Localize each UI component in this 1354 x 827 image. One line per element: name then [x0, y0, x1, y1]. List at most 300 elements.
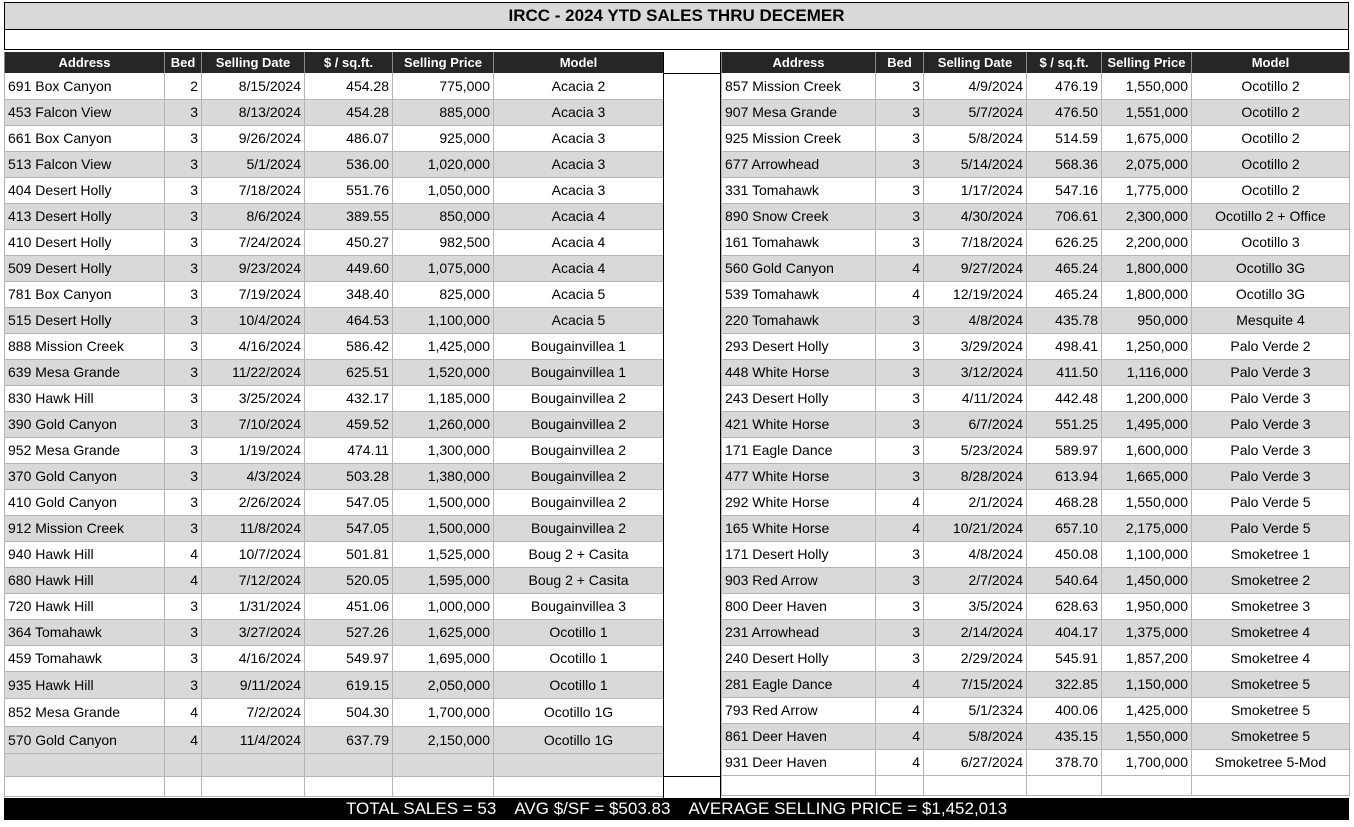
- empty-cell: [305, 777, 393, 797]
- price-per-sqft-cell: 454.28: [305, 73, 393, 99]
- model-cell: Ocotillo 1: [494, 619, 664, 645]
- model-cell: Smoketree 5-Mod: [1192, 749, 1350, 775]
- table-row: [5, 125, 664, 151]
- selling-date-cell: 9/23/2024: [202, 255, 305, 281]
- address-cell: 370 Gold Canyon: [5, 463, 165, 489]
- table-row: [722, 229, 1350, 255]
- address-cell: 410 Gold Canyon: [5, 489, 165, 515]
- selling-price-cell: 1,250,000: [1102, 333, 1192, 359]
- selling-date-cell: 2/29/2024: [924, 645, 1027, 671]
- selling-price-cell: 1,495,000: [1102, 411, 1192, 437]
- address-cell: 661 Box Canyon: [5, 125, 165, 151]
- empty-row: [5, 777, 664, 797]
- price-per-sqft-cell: 613.94: [1027, 463, 1102, 489]
- selling-price-cell: 1,425,000: [1102, 697, 1192, 723]
- empty-cell: [393, 777, 494, 797]
- price-per-sqft-cell: 551.25: [1027, 411, 1102, 437]
- selling-date-cell: 9/11/2024: [202, 671, 305, 699]
- price-per-sqft-cell: 451.06: [305, 593, 393, 619]
- empty-cell: [305, 754, 393, 777]
- address-cell: 931 Deer Haven: [722, 749, 876, 775]
- model-cell: Ocotillo 2 + Office: [1192, 203, 1350, 229]
- header-price-per-sqft: $ / sq.ft.: [305, 52, 393, 73]
- address-cell: 903 Red Arrow: [722, 567, 876, 593]
- selling-price-cell: 1,675,000: [1102, 125, 1192, 151]
- selling-price-cell: 1,500,000: [393, 515, 494, 541]
- empty-cell: [1102, 775, 1192, 795]
- selling-date-cell: 4/9/2024: [924, 73, 1027, 99]
- model-cell: Acacia 2: [494, 73, 664, 99]
- bed-cell: 3: [876, 619, 924, 645]
- selling-date-cell: 4/16/2024: [202, 333, 305, 359]
- address-cell: 940 Hawk Hill: [5, 541, 165, 567]
- bed-cell: 4: [165, 567, 202, 593]
- price-per-sqft-cell: 449.60: [305, 255, 393, 281]
- model-cell: Acacia 3: [494, 125, 664, 151]
- selling-price-cell: 885,000: [393, 99, 494, 125]
- selling-date-cell: 4/11/2024: [924, 385, 1027, 411]
- selling-price-cell: 1,625,000: [393, 619, 494, 645]
- address-cell: 793 Red Arrow: [722, 697, 876, 723]
- table-row: [5, 489, 664, 515]
- selling-date-cell: 9/27/2024: [924, 255, 1027, 281]
- model-cell: Smoketree 4: [1192, 619, 1350, 645]
- bed-cell: 3: [876, 333, 924, 359]
- bed-cell: 3: [876, 411, 924, 437]
- selling-price-cell: 1,075,000: [393, 255, 494, 281]
- table-row: [722, 437, 1350, 463]
- selling-date-cell: 2/14/2024: [924, 619, 1027, 645]
- selling-date-cell: 7/24/2024: [202, 229, 305, 255]
- selling-date-cell: 11/4/2024: [202, 726, 305, 754]
- price-per-sqft-cell: 435.78: [1027, 307, 1102, 333]
- model-cell: Smoketree 5: [1192, 723, 1350, 749]
- bed-cell: 3: [876, 385, 924, 411]
- table-row: [722, 645, 1350, 671]
- bed-cell: 3: [165, 151, 202, 177]
- address-cell: 161 Tomahawk: [722, 229, 876, 255]
- address-cell: 421 White Horse: [722, 411, 876, 437]
- price-per-sqft-cell: 454.28: [305, 99, 393, 125]
- model-cell: Acacia 4: [494, 203, 664, 229]
- price-per-sqft-cell: 625.51: [305, 359, 393, 385]
- header-model: Model: [1192, 52, 1350, 73]
- address-cell: 413 Desert Holly: [5, 203, 165, 229]
- selling-date-cell: 5/7/2024: [924, 99, 1027, 125]
- table-row: [722, 593, 1350, 619]
- selling-price-cell: 2,175,000: [1102, 515, 1192, 541]
- price-per-sqft-cell: 435.15: [1027, 723, 1102, 749]
- selling-date-cell: 4/30/2024: [924, 203, 1027, 229]
- price-per-sqft-cell: 464.53: [305, 307, 393, 333]
- table-row: [5, 281, 664, 307]
- table-row: [5, 73, 664, 99]
- empty-cell: [494, 777, 664, 797]
- selling-date-cell: 2/26/2024: [202, 489, 305, 515]
- table-row: [5, 177, 664, 203]
- table-row: [722, 99, 1350, 125]
- header-selling-price: Selling Price: [393, 52, 494, 73]
- bed-cell: 3: [876, 229, 924, 255]
- model-cell: Palo Verde 3: [1192, 359, 1350, 385]
- middle-divider-top: [663, 73, 721, 74]
- table-row: [5, 726, 664, 754]
- selling-date-cell: 10/21/2024: [924, 515, 1027, 541]
- selling-price-cell: 1,100,000: [393, 307, 494, 333]
- model-cell: Ocotillo 3G: [1192, 281, 1350, 307]
- address-cell: 513 Falcon View: [5, 151, 165, 177]
- model-cell: Bougainvillea 2: [494, 411, 664, 437]
- address-cell: 240 Desert Holly: [722, 645, 876, 671]
- average-selling-price: AVERAGE SELLING PRICE = $1,452,013: [688, 799, 1008, 818]
- model-cell: Boug 2 + Casita: [494, 567, 664, 593]
- address-cell: 800 Deer Haven: [722, 593, 876, 619]
- selling-date-cell: 7/18/2024: [202, 177, 305, 203]
- price-per-sqft-cell: 540.64: [1027, 567, 1102, 593]
- selling-date-cell: 5/1/2324: [924, 697, 1027, 723]
- model-cell: Bougainvillea 1: [494, 359, 664, 385]
- selling-date-cell: 4/8/2024: [924, 541, 1027, 567]
- address-cell: 830 Hawk Hill: [5, 385, 165, 411]
- model-cell: Acacia 3: [494, 151, 664, 177]
- bed-cell: 3: [165, 411, 202, 437]
- address-cell: 404 Desert Holly: [5, 177, 165, 203]
- price-per-sqft-cell: 549.97: [305, 645, 393, 671]
- selling-price-cell: 1,800,000: [1102, 255, 1192, 281]
- price-per-sqft-cell: 476.19: [1027, 73, 1102, 99]
- selling-date-cell: 5/14/2024: [924, 151, 1027, 177]
- price-per-sqft-cell: 411.50: [1027, 359, 1102, 385]
- model-cell: Bougainvillea 3: [494, 593, 664, 619]
- selling-date-cell: 8/6/2024: [202, 203, 305, 229]
- address-cell: 231 Arrowhead: [722, 619, 876, 645]
- table-row: [5, 567, 664, 593]
- model-cell: Bougainvillea 2: [494, 437, 664, 463]
- price-per-sqft-cell: 527.26: [305, 619, 393, 645]
- price-per-sqft-cell: 476.50: [1027, 99, 1102, 125]
- selling-price-cell: 1,450,000: [1102, 567, 1192, 593]
- model-cell: Acacia 5: [494, 281, 664, 307]
- model-cell: Acacia 3: [494, 177, 664, 203]
- table-row: [5, 229, 664, 255]
- empty-row: [5, 754, 664, 777]
- bed-cell: 3: [876, 541, 924, 567]
- price-per-sqft-cell: 503.28: [305, 463, 393, 489]
- model-cell: Ocotillo 2: [1192, 125, 1350, 151]
- selling-price-cell: 1,700,000: [393, 699, 494, 727]
- price-per-sqft-cell: 628.63: [1027, 593, 1102, 619]
- model-cell: Ocotillo 2: [1192, 73, 1350, 99]
- selling-date-cell: 1/31/2024: [202, 593, 305, 619]
- table-row: [5, 411, 664, 437]
- selling-price-cell: 2,200,000: [1102, 229, 1192, 255]
- average-price-per-sqft: AVG $/SF = $503.83: [514, 799, 671, 818]
- table-row: [722, 281, 1350, 307]
- price-per-sqft-cell: 400.06: [1027, 697, 1102, 723]
- header-address: Address: [5, 52, 165, 73]
- price-per-sqft-cell: 520.05: [305, 567, 393, 593]
- selling-price-cell: 1,775,000: [1102, 177, 1192, 203]
- selling-price-cell: 1,700,000: [1102, 749, 1192, 775]
- price-per-sqft-cell: 589.97: [1027, 437, 1102, 463]
- table-row: [5, 333, 664, 359]
- selling-price-cell: 1,695,000: [393, 645, 494, 671]
- price-per-sqft-cell: 547.16: [1027, 177, 1102, 203]
- selling-date-cell: 3/5/2024: [924, 593, 1027, 619]
- model-cell: Ocotillo 1: [494, 671, 664, 699]
- bed-cell: 3: [876, 99, 924, 125]
- address-cell: 852 Mesa Grande: [5, 699, 165, 727]
- selling-date-cell: 3/12/2024: [924, 359, 1027, 385]
- selling-date-cell: 7/18/2024: [924, 229, 1027, 255]
- price-per-sqft-cell: 432.17: [305, 385, 393, 411]
- price-per-sqft-cell: 404.17: [1027, 619, 1102, 645]
- selling-price-cell: 1,380,000: [393, 463, 494, 489]
- bed-cell: 3: [165, 437, 202, 463]
- bed-cell: 3: [876, 307, 924, 333]
- empty-cell: [924, 775, 1027, 795]
- selling-price-cell: 825,000: [393, 281, 494, 307]
- address-cell: 293 Desert Holly: [722, 333, 876, 359]
- model-cell: Ocotillo 2: [1192, 151, 1350, 177]
- selling-date-cell: 9/26/2024: [202, 125, 305, 151]
- table-row: [5, 463, 664, 489]
- bed-cell: 3: [876, 463, 924, 489]
- bed-cell: 3: [165, 671, 202, 699]
- header-selling-price: Selling Price: [1102, 52, 1192, 73]
- model-cell: Acacia 5: [494, 307, 664, 333]
- bed-cell: 4: [876, 749, 924, 775]
- selling-date-cell: 1/19/2024: [202, 437, 305, 463]
- address-cell: 448 White Horse: [722, 359, 876, 385]
- price-per-sqft-cell: 547.05: [305, 489, 393, 515]
- address-cell: 952 Mesa Grande: [5, 437, 165, 463]
- selling-price-cell: 1,665,000: [1102, 463, 1192, 489]
- bed-cell: 3: [876, 203, 924, 229]
- left-sales-table: [4, 52, 664, 797]
- bed-cell: 3: [876, 73, 924, 99]
- header-model: Model: [494, 52, 664, 73]
- price-per-sqft-cell: 465.24: [1027, 255, 1102, 281]
- right-sales-table: [721, 52, 1350, 796]
- bed-cell: 4: [165, 541, 202, 567]
- address-cell: 477 White Horse: [722, 463, 876, 489]
- selling-price-cell: 1,116,000: [1102, 359, 1192, 385]
- address-cell: 243 Desert Holly: [722, 385, 876, 411]
- model-cell: Acacia 4: [494, 255, 664, 281]
- bed-cell: 4: [165, 726, 202, 754]
- address-cell: 857 Mission Creek: [722, 73, 876, 99]
- selling-date-cell: 1/17/2024: [924, 177, 1027, 203]
- selling-price-cell: 2,150,000: [393, 726, 494, 754]
- price-per-sqft-cell: 547.05: [305, 515, 393, 541]
- bed-cell: 3: [165, 515, 202, 541]
- selling-price-cell: 1,950,000: [1102, 593, 1192, 619]
- selling-date-cell: 3/29/2024: [924, 333, 1027, 359]
- bed-cell: 3: [876, 567, 924, 593]
- table-row: [722, 255, 1350, 281]
- table-row: [5, 307, 664, 333]
- blank-row: [4, 30, 1349, 50]
- selling-price-cell: 1,600,000: [1102, 437, 1192, 463]
- address-cell: 171 Desert Holly: [722, 541, 876, 567]
- price-per-sqft-cell: 545.91: [1027, 645, 1102, 671]
- selling-date-cell: 8/15/2024: [202, 73, 305, 99]
- table-row: [722, 723, 1350, 749]
- address-cell: 935 Hawk Hill: [5, 671, 165, 699]
- selling-price-cell: 1,000,000: [393, 593, 494, 619]
- table-row: [722, 697, 1350, 723]
- model-cell: Mesquite 4: [1192, 307, 1350, 333]
- selling-price-cell: 1,200,000: [1102, 385, 1192, 411]
- table-row: [722, 125, 1350, 151]
- bed-cell: 4: [876, 281, 924, 307]
- price-per-sqft-cell: 637.79: [305, 726, 393, 754]
- price-per-sqft-cell: 450.08: [1027, 541, 1102, 567]
- header-address: Address: [722, 52, 876, 73]
- selling-price-cell: 1,550,000: [1102, 73, 1192, 99]
- selling-date-cell: 5/8/2024: [924, 723, 1027, 749]
- selling-date-cell: 6/7/2024: [924, 411, 1027, 437]
- empty-cell: [722, 775, 876, 795]
- address-cell: 453 Falcon View: [5, 99, 165, 125]
- model-cell: Ocotillo 1: [494, 645, 664, 671]
- header-bed: Bed: [876, 52, 924, 73]
- bed-cell: 4: [876, 489, 924, 515]
- selling-price-cell: 1,550,000: [1102, 723, 1192, 749]
- bed-cell: 3: [165, 229, 202, 255]
- selling-date-cell: 11/8/2024: [202, 515, 305, 541]
- price-per-sqft-cell: 474.11: [305, 437, 393, 463]
- table-row: [5, 255, 664, 281]
- model-cell: Smoketree 2: [1192, 567, 1350, 593]
- empty-row: [722, 775, 1350, 795]
- selling-price-cell: 1,595,000: [393, 567, 494, 593]
- price-per-sqft-cell: 389.55: [305, 203, 393, 229]
- table-row: [5, 99, 664, 125]
- model-cell: Smoketree 1: [1192, 541, 1350, 567]
- bed-cell: 3: [165, 593, 202, 619]
- model-cell: Bougainvillea 2: [494, 385, 664, 411]
- selling-date-cell: 7/10/2024: [202, 411, 305, 437]
- bed-cell: 3: [876, 177, 924, 203]
- bed-cell: 3: [876, 359, 924, 385]
- price-per-sqft-cell: 514.59: [1027, 125, 1102, 151]
- selling-date-cell: 7/12/2024: [202, 567, 305, 593]
- price-per-sqft-cell: 348.40: [305, 281, 393, 307]
- bed-cell: 3: [165, 333, 202, 359]
- left-header-row: [5, 52, 664, 73]
- price-per-sqft-cell: 504.30: [305, 699, 393, 727]
- sheet-title: IRCC - 2024 YTD SALES THRU DECEMER: [4, 2, 1349, 30]
- price-per-sqft-cell: 465.24: [1027, 281, 1102, 307]
- address-cell: 220 Tomahawk: [722, 307, 876, 333]
- selling-price-cell: 1,020,000: [393, 151, 494, 177]
- header-price-per-sqft: $ / sq.ft.: [1027, 52, 1102, 73]
- address-cell: 560 Gold Canyon: [722, 255, 876, 281]
- selling-price-cell: 850,000: [393, 203, 494, 229]
- table-row: [5, 203, 664, 229]
- selling-price-cell: 1,525,000: [393, 541, 494, 567]
- selling-price-cell: 1,500,000: [393, 489, 494, 515]
- selling-price-cell: 1,100,000: [1102, 541, 1192, 567]
- bed-cell: 3: [165, 177, 202, 203]
- address-cell: 165 White Horse: [722, 515, 876, 541]
- model-cell: Smoketree 4: [1192, 645, 1350, 671]
- middle-divider-bottom: [663, 776, 721, 777]
- table-row: [5, 437, 664, 463]
- selling-price-cell: 2,050,000: [393, 671, 494, 699]
- bed-cell: 4: [876, 515, 924, 541]
- bed-cell: 4: [876, 255, 924, 281]
- selling-date-cell: 2/7/2024: [924, 567, 1027, 593]
- selling-date-cell: 4/8/2024: [924, 307, 1027, 333]
- price-per-sqft-cell: 486.07: [305, 125, 393, 151]
- selling-date-cell: 10/4/2024: [202, 307, 305, 333]
- table-row: [722, 619, 1350, 645]
- model-cell: Palo Verde 5: [1192, 515, 1350, 541]
- model-cell: Ocotillo 3: [1192, 229, 1350, 255]
- table-row: [722, 73, 1350, 99]
- right-header-row: [722, 52, 1350, 73]
- table-row: [722, 359, 1350, 385]
- bed-cell: 3: [876, 593, 924, 619]
- selling-price-cell: 1,260,000: [393, 411, 494, 437]
- selling-date-cell: 6/27/2024: [924, 749, 1027, 775]
- bed-cell: 3: [165, 255, 202, 281]
- selling-date-cell: 3/27/2024: [202, 619, 305, 645]
- model-cell: Bougainvillea 2: [494, 463, 664, 489]
- model-cell: Palo Verde 2: [1192, 333, 1350, 359]
- empty-cell: [393, 754, 494, 777]
- selling-date-cell: 4/3/2024: [202, 463, 305, 489]
- selling-price-cell: 925,000: [393, 125, 494, 151]
- model-cell: Bougainvillea 1: [494, 333, 664, 359]
- address-cell: 912 Mission Creek: [5, 515, 165, 541]
- selling-date-cell: 5/8/2024: [924, 125, 1027, 151]
- table-row: [5, 515, 664, 541]
- selling-date-cell: 5/1/2024: [202, 151, 305, 177]
- header-selling-date: Selling Date: [924, 52, 1027, 73]
- table-row: [722, 515, 1350, 541]
- bed-cell: 3: [165, 307, 202, 333]
- header-bed: Bed: [165, 52, 202, 73]
- model-cell: Smoketree 3: [1192, 593, 1350, 619]
- empty-cell: [1027, 775, 1102, 795]
- model-cell: Ocotillo 1G: [494, 726, 664, 754]
- empty-cell: [202, 754, 305, 777]
- price-per-sqft-cell: 468.28: [1027, 489, 1102, 515]
- address-cell: 720 Hawk Hill: [5, 593, 165, 619]
- model-cell: Ocotillo 2: [1192, 177, 1350, 203]
- table-row: [722, 385, 1350, 411]
- table-row: [5, 385, 664, 411]
- price-per-sqft-cell: 498.41: [1027, 333, 1102, 359]
- selling-date-cell: 7/15/2024: [924, 671, 1027, 697]
- bed-cell: 3: [876, 151, 924, 177]
- bed-cell: 3: [165, 203, 202, 229]
- bed-cell: 3: [165, 99, 202, 125]
- address-cell: 925 Mission Creek: [722, 125, 876, 151]
- middle-spacer-column: [663, 52, 721, 798]
- selling-price-cell: 1,425,000: [393, 333, 494, 359]
- address-cell: 888 Mission Creek: [5, 333, 165, 359]
- bed-cell: 3: [165, 619, 202, 645]
- address-cell: 292 White Horse: [722, 489, 876, 515]
- model-cell: Acacia 3: [494, 99, 664, 125]
- price-per-sqft-cell: 657.10: [1027, 515, 1102, 541]
- table-row: [722, 567, 1350, 593]
